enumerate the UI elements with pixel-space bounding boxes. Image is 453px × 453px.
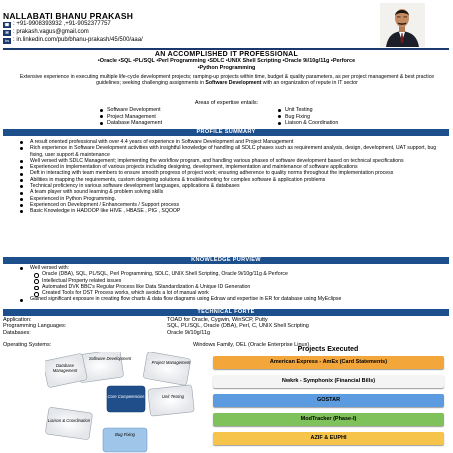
- tech-label: Programming Languages:: [3, 323, 67, 330]
- phone-row: [3, 21, 111, 28]
- areas-right-list: [278, 107, 338, 127]
- profile-item: A result oriented professional with over 4.4 years of experience in Software Development and Project Management: [8, 139, 446, 145]
- knowledge-list: [8, 265, 446, 303]
- knowledge-sub-item: Automated DVK BBC's Regular Process like Data Standardization & Unique ID Generation: [8, 284, 446, 290]
- diagram-node: Database Management: [52, 363, 78, 373]
- email-row: [3, 29, 89, 36]
- profile-item: Rich experience in Software Development activities with insightful knowledge of handling all SDLC phases such as requirement analysis, design, development, UAT support, bug fixing, user support & maintenance: [8, 145, 446, 158]
- project-item: GOSTAR: [213, 394, 444, 407]
- key-skills: [0, 58, 453, 72]
- profile-item: Technical proficiency in various software development languages, applications & databases: [8, 183, 446, 189]
- projects-title: Projects Executed: [297, 346, 359, 353]
- profile-item: Abilities in mapping the requirements, custom designing solutions & troubleshooting for complex software & application problems: [8, 177, 446, 183]
- knowledge-lead: Well versed with:: [8, 265, 446, 271]
- project-item: AZIF & EUPHI: [213, 432, 444, 445]
- bullet-icon: [100, 115, 103, 118]
- knowledge-sub-item: Created Tools for DST Process works, which avoids a lot of manual work: [8, 290, 446, 296]
- profile-item: A team player with sound learning & problem solving skills: [8, 189, 446, 195]
- area-item: Liaison & Coordination: [278, 120, 338, 127]
- diagram-node: Bug Fixing: [115, 432, 135, 437]
- summary-bold: Software Development: [205, 80, 262, 87]
- knowledge-item: Gained significant exposure in creating flow charts & data flow diagrams using Edraw and expertise in ER for database using MyEclipse: [8, 296, 446, 302]
- technical-forte-heading: TECHNICAL FORTE: [3, 309, 449, 316]
- email-icon: ✉: [3, 30, 11, 36]
- phone-number: : +91-9908393932 ,+91-9052377757: [13, 21, 111, 27]
- linkedin-row: [3, 37, 143, 44]
- key-skills-line-2: •Python Programming: [197, 65, 256, 71]
- tech-label: Application:: [3, 317, 32, 323]
- summary-text-1: Extensive experience in executing multiple life-cycle development projects; ramping-up projects within time, budget & quality parameters, as per project management & best practice guidelines; seeking challenging assignments in: [19, 74, 435, 87]
- project-item: Nwkrk - Symphonix (Financial Bills): [213, 375, 444, 388]
- tech-value: Windows Family, OEL (Oracle Enterprise Linux): [193, 342, 310, 348]
- areas-of-expertise-title: Areas of expertise entails:: [194, 100, 259, 106]
- bullet-icon: [278, 122, 281, 125]
- diagram-center: Core Competencies: [107, 394, 145, 399]
- tech-label: Operating Systems:: [3, 342, 52, 348]
- diagram-node: Project Management: [151, 360, 191, 365]
- area-item: Unit Testing: [278, 107, 338, 114]
- tech-value: Oracle 9i/10g/11g: [167, 329, 211, 336]
- area-item: Project Management: [100, 114, 162, 121]
- project-item: American Express - AmEx (Card Statements): [213, 356, 444, 369]
- project-item: ModTracker (Phase-I): [213, 413, 444, 426]
- area-item: Software Development: [100, 107, 162, 114]
- profile-item: Experienced on Development / Enhancements / Support process: [8, 202, 446, 208]
- profile-item: Experienced in implementation of various projects including designing, development, implementation and maintenance of software applications: [8, 164, 446, 170]
- technical-labels: [3, 317, 123, 336]
- linkedin-url: : in.linkedin.com/pub/bhanu-prakash/45/500/aaa/: [13, 37, 143, 43]
- diagram-node: Unit Testing: [162, 394, 184, 399]
- headline: AN ACCOMPLISHED IT PROFESSIONAL: [154, 51, 299, 58]
- profile-item: Basic Knowledge in HADOOP like HIVE , HBASE , PIG , SQOOP: [8, 208, 446, 214]
- technical-values: [167, 317, 447, 336]
- profile-item: Experienced in Python Programming.: [8, 196, 446, 202]
- knowledge-sub-item: Intellectual Property related issues: [8, 278, 446, 284]
- profile-item: Well versed with SDLC Management; implementing the workflow program, and handling various phases of software development based on technical specifications: [8, 158, 446, 164]
- tech-value: SQL, PL/SQL, Oracle (DBA), Perl, C, UNIX Shell Scripting: [167, 323, 309, 330]
- diagram-node: Liaison & Coordination: [47, 418, 91, 423]
- phone-icon: ☎: [4, 21, 10, 27]
- knowledge-purview-heading: KNOWLEDGE PURVIEW: [3, 257, 449, 264]
- summary-text-2: with an organization of repute in IT sector: [261, 80, 358, 87]
- tech-value: TOAD for Oracle, Cygwin, WinSCP, Putty: [167, 317, 268, 323]
- areas-left-list: [100, 107, 162, 127]
- header-divider: [3, 48, 449, 50]
- bullet-icon: [278, 115, 281, 118]
- linkedin-icon: in: [3, 38, 11, 44]
- bullet-icon: [100, 122, 103, 125]
- career-summary: [9, 74, 445, 87]
- tech-label: Databases:: [3, 329, 31, 336]
- diagram-node: Software Development: [88, 356, 132, 361]
- area-item: Bug Fixing: [278, 114, 338, 121]
- bullet-icon: [278, 109, 281, 112]
- email-address: : prakash.vagus@gmail.com: [13, 29, 89, 35]
- bullet-icon: [100, 109, 103, 112]
- profile-summary-list: [8, 139, 446, 215]
- profile-summary-heading: PROFILE SUMMARY: [3, 129, 449, 136]
- key-skills-line-1: •Oracle •SQL •PL/SQL •Perl Programming •SDLC •UNIX Shell Scripting •Oracle 9i/10g/11g •Perforce: [97, 58, 356, 64]
- area-item: Database Management: [100, 120, 162, 127]
- candidate-name: NALLABATI BHANU PRAKASH: [3, 11, 134, 21]
- profile-photo: [380, 3, 425, 47]
- profile-item: Deft in interacting with team members to ensure smooth progress of project work; ensuring adherence to quality norms throughout the implementation process: [8, 170, 446, 176]
- knowledge-sub-item: Oracle (DBA), SQL, PL/SQL, Perl Programming, SDLC, UNIX Shell Scripting, Oracle 9i/10g/11g & Perforce: [8, 271, 446, 277]
